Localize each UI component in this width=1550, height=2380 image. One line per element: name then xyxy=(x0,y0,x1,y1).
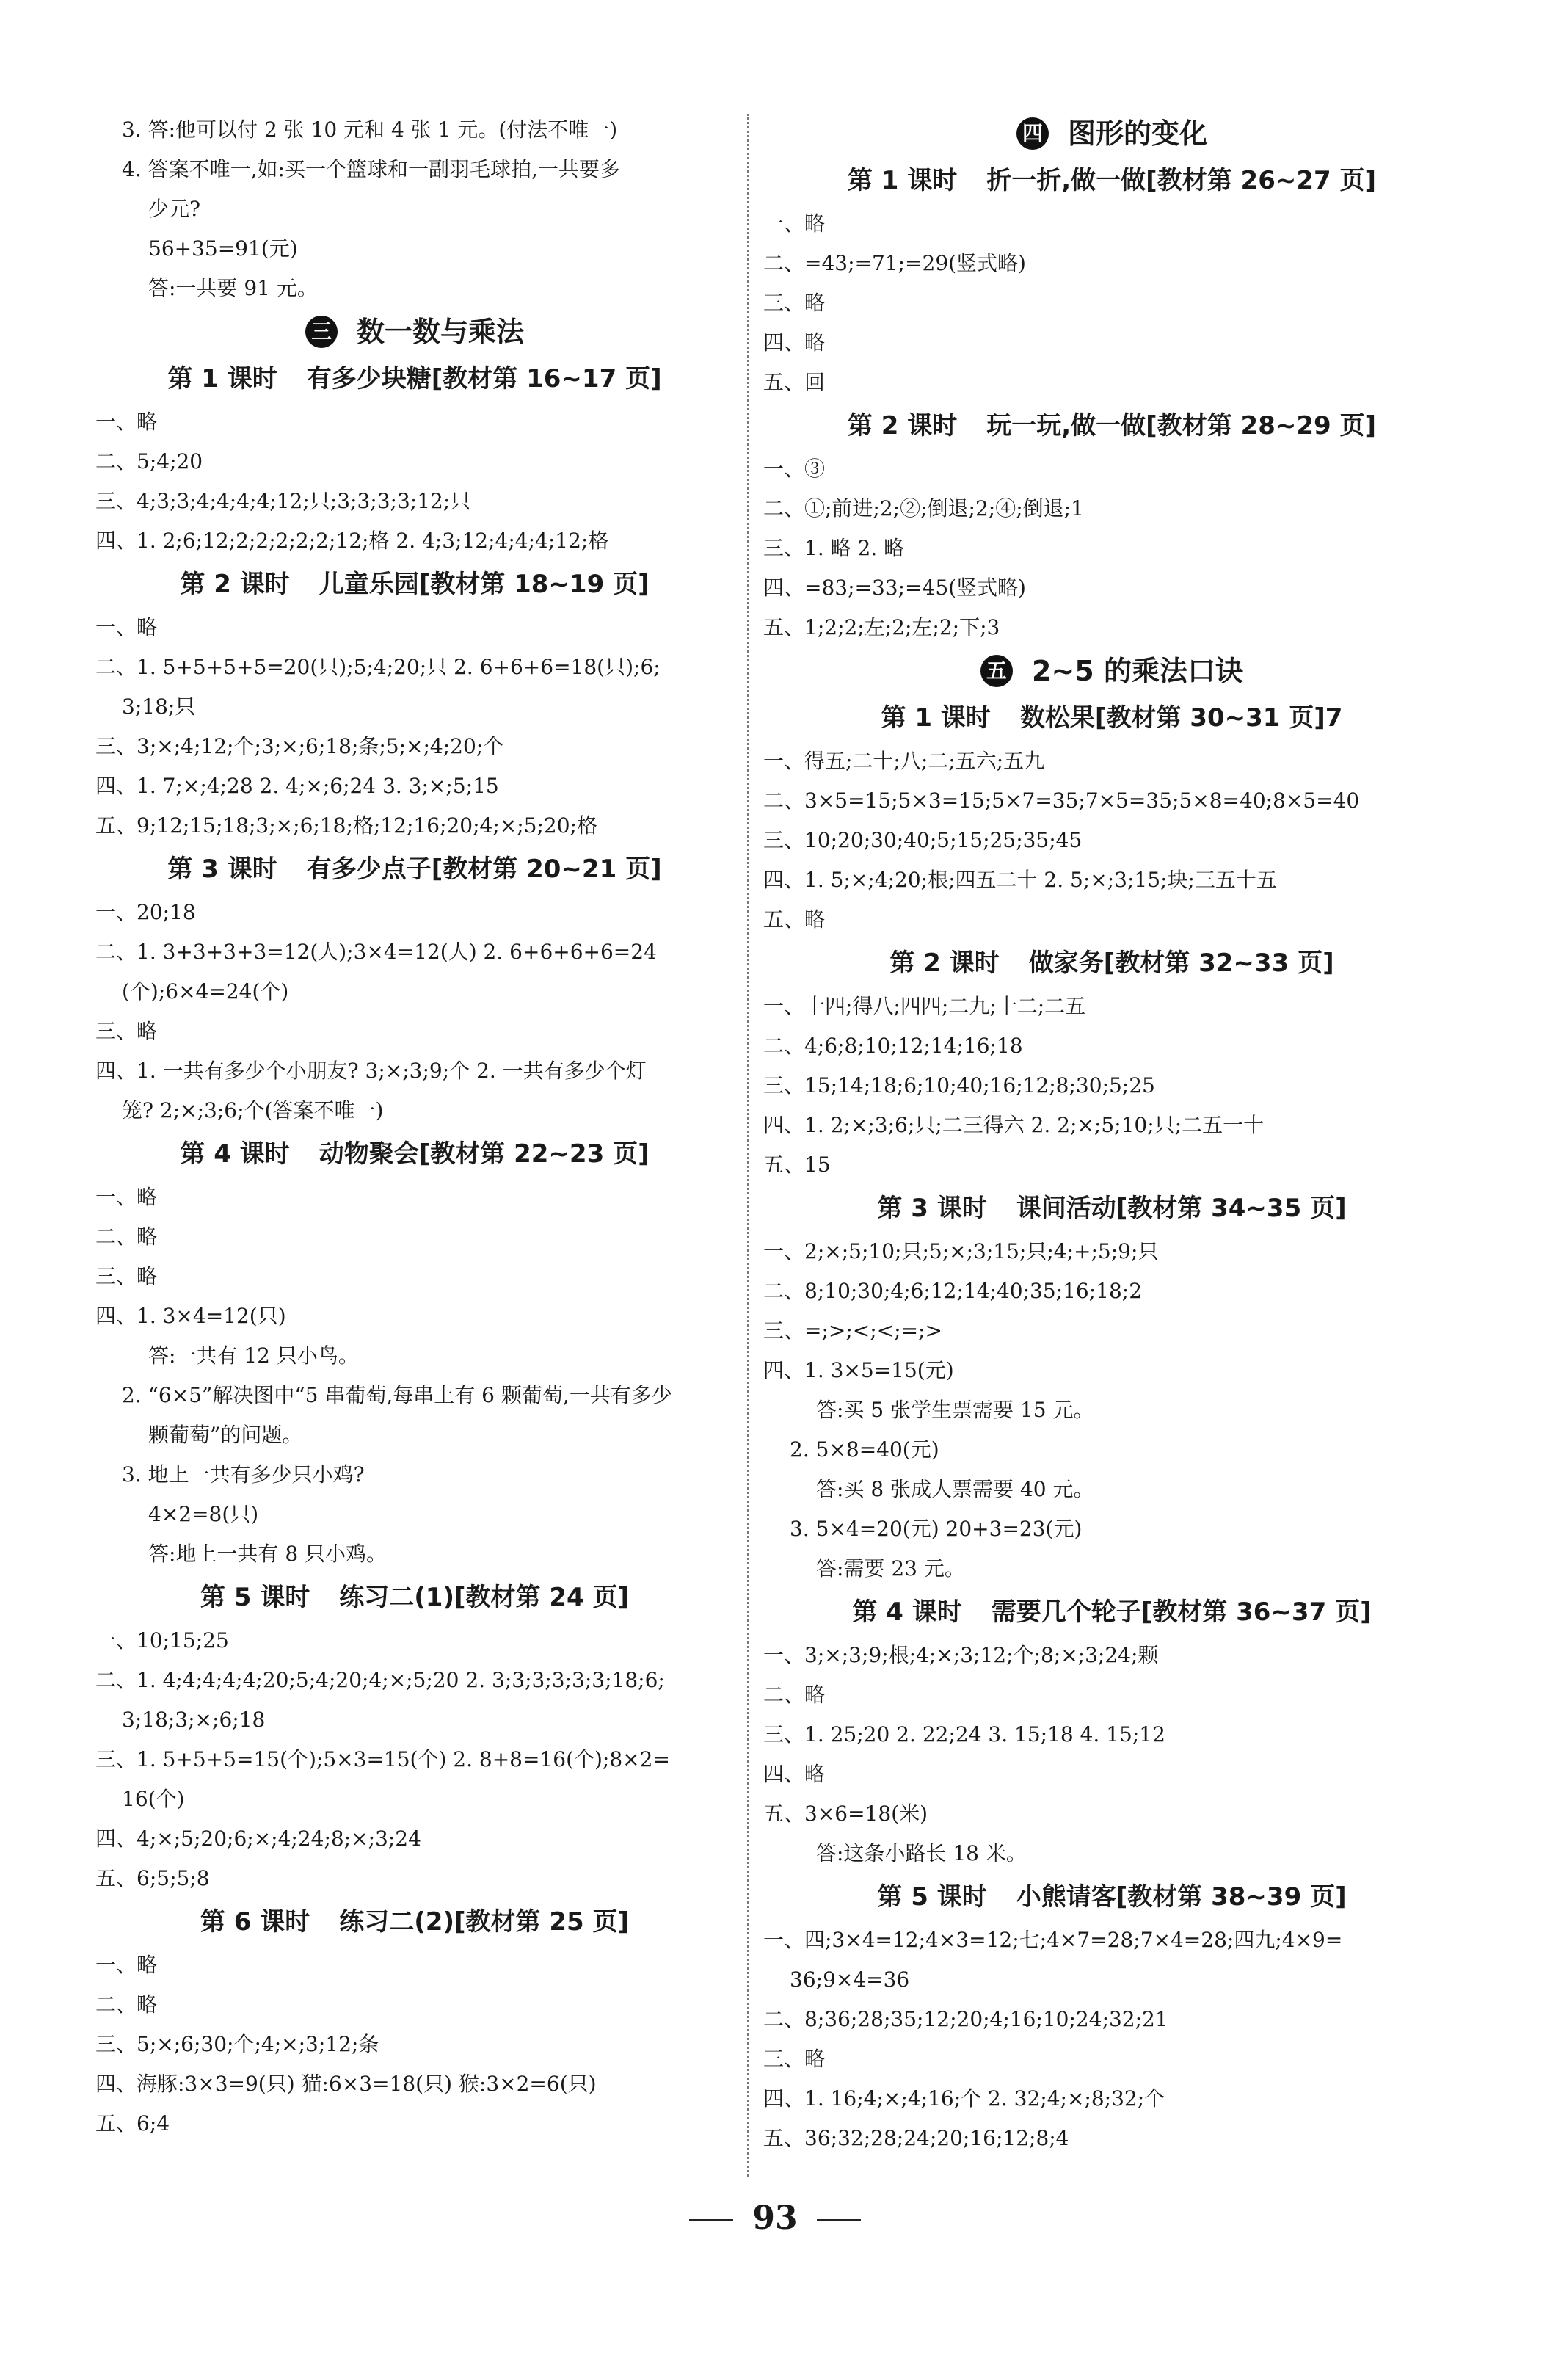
answer-line: 16(个) xyxy=(122,1787,185,1811)
lesson-title: 有多少点子[教材第 20~21 页] xyxy=(306,855,662,884)
lesson-title: 有多少块糖[教材第 16~17 页] xyxy=(306,364,662,393)
lesson-heading xyxy=(95,561,734,608)
answer-line: 一、20;18 xyxy=(95,900,196,924)
lesson-number: 第 4 课时 xyxy=(852,1597,962,1627)
chapter-number-badge: 三 xyxy=(305,316,338,348)
answer-line: 三、15;14;18;6;10;40;16;12;8;30;5;25 xyxy=(763,1073,1155,1098)
answer-line: 答:地上一共有 8 只小鸡。 xyxy=(148,1542,388,1566)
lesson-title: 儿童乐园[教材第 18~19 页] xyxy=(319,570,650,599)
lesson-heading xyxy=(95,846,734,893)
answer-line: 3. 地上一共有多少只小鸡? xyxy=(122,1462,365,1487)
answer-line: 4. 答案不唯一,如:买一个篮球和一副羽毛球拍,一共要多 xyxy=(122,157,620,181)
column-divider xyxy=(747,114,749,2177)
answer-line: 五、6;4 xyxy=(95,2111,170,2136)
lesson-number: 第 5 课时 xyxy=(877,1882,987,1912)
answer-line: 答:一共要 91 元。 xyxy=(148,276,318,300)
answer-line: 一、略 xyxy=(95,1953,158,1977)
answer-line: 答:一共有 12 只小鸟。 xyxy=(148,1343,359,1368)
answer-line: 五、1;2;2;左;2;左;2;下;3 xyxy=(763,615,1000,639)
answer-line: 答:需要 23 元。 xyxy=(816,1556,965,1581)
answer-line: 四、略 xyxy=(763,330,826,355)
answer-line: 四、海豚:3×3=9(只) 猫:6×3=18(只) 猴:3×2=6(只) xyxy=(95,2072,597,2096)
lesson-heading xyxy=(763,1185,1460,1232)
answer-line: 四、=83;=33;=45(竖式略) xyxy=(763,576,1026,600)
answer-line: 二、略 xyxy=(95,1225,158,1249)
lesson-heading xyxy=(95,1574,734,1621)
chapter-heading xyxy=(763,110,1460,157)
answer-line: (个);6×4=24(个) xyxy=(122,979,289,1004)
answer-line: 三、1. 略 2. 略 xyxy=(763,536,905,560)
answer-line: 56+35=91(元) xyxy=(148,236,298,261)
chapter-heading xyxy=(95,308,734,355)
answer-line: 一、略 xyxy=(95,615,158,639)
lesson-heading xyxy=(763,694,1460,741)
answer-line: 五、6;5;5;8 xyxy=(95,1866,210,1890)
lesson-title: 小熊请客[教材第 38~39 页] xyxy=(1016,1882,1347,1912)
lesson-number: 第 1 课时 xyxy=(881,703,991,733)
lesson-number: 第 3 课时 xyxy=(877,1194,987,1223)
answer-line: 答:买 8 张成人票需要 40 元。 xyxy=(816,1477,1094,1501)
answer-line: 一、略 xyxy=(95,1185,158,1209)
lesson-heading xyxy=(95,1898,734,1945)
lesson-title: 做家务[教材第 32~33 页] xyxy=(1028,948,1334,978)
answer-line: 二、1. 5+5+5+5=20(只);5;4;20;只 2. 6+6+6=18(只);6; xyxy=(95,655,661,679)
answer-line: 三、10;20;30;40;5;15;25;35;45 xyxy=(763,828,1083,852)
right-column xyxy=(763,110,1460,2158)
chapter-title: 数一数与乘法 xyxy=(356,316,524,348)
answer-line: 三、略 xyxy=(95,1019,158,1043)
lesson-number: 第 2 课时 xyxy=(889,948,1000,978)
lesson-title: 课间活动[教材第 34~35 页] xyxy=(1016,1194,1347,1223)
answer-line: 三、3;×;4;12;个;3;×;6;18;条;5;×;4;20;个 xyxy=(95,734,504,758)
left-column xyxy=(95,110,734,2144)
lesson-number: 第 1 课时 xyxy=(847,166,958,195)
answer-line: 四、略 xyxy=(763,1762,826,1786)
answer-line: 2. 5×8=40(元) xyxy=(790,1437,939,1462)
answer-line: 4×2=8(只) xyxy=(148,1502,259,1526)
answer-line: 3;18;3;×;6;18 xyxy=(122,1708,266,1732)
answer-line: 二、略 xyxy=(763,1683,826,1707)
answer-line: 五、15 xyxy=(763,1153,831,1177)
answer-line: 36;9×4=36 xyxy=(790,1967,910,1992)
lesson-title: 练习二(2)[教材第 25 页] xyxy=(339,1907,630,1937)
answer-line: 三、4;3;3;4;4;4;4;12;只;3;3;3;3;12;只 xyxy=(95,489,471,513)
answer-line: 一、十四;得八;四四;二九;十二;二五 xyxy=(763,994,1086,1018)
chapter-heading xyxy=(763,647,1460,694)
answer-line: 答:买 5 张学生票需要 15 元。 xyxy=(816,1398,1094,1422)
lesson-number: 第 5 课时 xyxy=(200,1583,310,1612)
chapter-title: 图形的变化 xyxy=(1067,117,1207,150)
answer-line: 二、3×5=15;5×3=15;5×7=35;7×5=35;5×8=40;8×5=40 xyxy=(763,788,1360,813)
page-number: 93 xyxy=(752,2199,798,2237)
lesson-heading xyxy=(763,402,1460,449)
lesson-heading xyxy=(95,355,734,402)
lesson-heading xyxy=(95,1131,734,1178)
answer-line: 二、8;10;30;4;6;12;14;40;35;16;18;2 xyxy=(763,1279,1143,1303)
answer-line: 少元? xyxy=(148,197,201,221)
answer-line: 一、③ xyxy=(763,457,826,481)
answer-line: 五、9;12;15;18;3;×;6;18;格;12;16;20;4;×;5;20;格 xyxy=(95,813,597,838)
lesson-heading xyxy=(763,157,1460,204)
answer-line: 三、5;×;6;30;个;4;×;3;12;条 xyxy=(95,2032,379,2056)
answer-line: 二、①;前进;2;②;倒退;2;④;倒退;1 xyxy=(763,496,1084,520)
answer-line: 四、1. 3×5=15(元) xyxy=(763,1358,954,1382)
answer-line: 二、=43;=71;=29(竖式略) xyxy=(763,251,1026,275)
lesson-title: 折一折,做一做[教材第 26~27 页] xyxy=(986,166,1377,195)
lesson-title: 需要几个轮子[教材第 36~37 页] xyxy=(991,1597,1372,1627)
lesson-title: 数松果[教材第 30~31 页]7 xyxy=(1019,703,1343,733)
chapter-number-badge: 四 xyxy=(1016,117,1049,150)
answer-line: 3. 答:他可以付 2 张 10 元和 4 张 1 元。(付法不唯一) xyxy=(122,117,618,142)
answer-line: 五、回 xyxy=(763,370,826,394)
lesson-number: 第 1 课时 xyxy=(167,364,277,393)
lesson-number: 第 3 课时 xyxy=(167,855,277,884)
lesson-title: 练习二(1)[教材第 24 页] xyxy=(339,1583,630,1612)
answer-line: 五、略 xyxy=(763,907,826,932)
answer-line: 四、1. 3×4=12(只) xyxy=(95,1304,286,1328)
answer-line: 一、略 xyxy=(763,211,826,236)
lesson-heading xyxy=(763,1589,1460,1636)
answer-line: 一、四;3×4=12;4×3=12;七;4×7=28;7×4=28;四九;4×9= xyxy=(763,1928,1343,1952)
lesson-number: 第 2 课时 xyxy=(847,411,958,440)
lesson-title: 动物聚会[教材第 22~23 页] xyxy=(319,1139,650,1169)
answer-line: 二、5;4;20 xyxy=(95,449,203,474)
lesson-number: 第 6 课时 xyxy=(200,1907,310,1937)
answer-line: 四、1. 2;×;3;6;只;二三得六 2. 2;×;5;10;只;二五一十 xyxy=(763,1113,1265,1137)
answer-line: 二、1. 4;4;4;4;4;20;5;4;20;4;×;5;20 2. 3;3;3;3;3;3;18;6; xyxy=(95,1668,665,1692)
answer-line: 一、2;×;5;10;只;5;×;3;15;只;4;+;5;9;只 xyxy=(763,1239,1159,1263)
answer-line: 2. “6×5”解决图中“5 串葡萄,每串上有 6 颗葡萄,一共有多少 xyxy=(122,1383,672,1407)
footer-dash-left xyxy=(689,2219,733,2221)
footer-dash-right xyxy=(817,2219,861,2221)
chapter-title: 2~5 的乘法口诀 xyxy=(1032,655,1243,687)
answer-line: 二、略 xyxy=(95,1992,158,2017)
answer-line: 五、36;32;28;24;20;16;12;8;4 xyxy=(763,2126,1069,2150)
answer-line: 四、1. 2;6;12;2;2;2;2;2;12;格 2. 4;3;12;4;4;4;12;格 xyxy=(95,529,609,553)
answer-line: 三、=;>;<;<;=;> xyxy=(763,1318,942,1343)
answer-line: 三、略 xyxy=(763,2047,826,2071)
chapter-number-badge: 五 xyxy=(980,655,1013,687)
answer-line: 三、略 xyxy=(95,1264,158,1288)
lesson-number: 第 2 课时 xyxy=(180,570,290,599)
answer-line: 四、1. 7;×;4;28 2. 4;×;6;24 3. 3;×;5;15 xyxy=(95,774,499,798)
answer-line: 四、1. 16;4;×;4;16;个 2. 32;4;×;8;32;个 xyxy=(763,2086,1165,2111)
answer-line: 一、3;×;3;9;根;4;×;3;12;个;8;×;3;24;颗 xyxy=(763,1643,1159,1667)
answer-line: 三、1. 5+5+5=15(个);5×3=15(个) 2. 8+8=16(个);8×2= xyxy=(95,1747,670,1771)
lesson-heading xyxy=(763,940,1460,987)
answer-line: 笼? 2;×;3;6;个(答案不唯一) xyxy=(122,1098,384,1122)
answer-line: 一、得五;二十;八;二;五六;五九 xyxy=(763,749,1045,773)
lesson-number: 第 4 课时 xyxy=(180,1139,290,1169)
answer-line: 四、1. 一共有多少个小朋友? 3;×;3;9;个 2. 一共有多少个灯 xyxy=(95,1059,647,1083)
answer-line: 四、1. 5;×;4;20;根;四五二十 2. 5;×;3;15;块;三五十五 xyxy=(763,868,1277,892)
answer-line: 三、1. 25;20 2. 22;24 3. 15;18 4. 15;12 xyxy=(763,1722,1165,1746)
answer-line: 四、4;×;5;20;6;×;4;24;8;×;3;24 xyxy=(95,1826,421,1851)
lesson-heading xyxy=(763,1873,1460,1920)
answer-line: 二、8;36;28;35;12;20;4;16;10;24;32;21 xyxy=(763,2007,1168,2031)
page-footer xyxy=(0,2196,1550,2241)
answer-line: 答:这条小路长 18 米。 xyxy=(816,1841,1027,1865)
answer-line: 二、4;6;8;10;12;14;16;18 xyxy=(763,1034,1023,1058)
answer-line: 一、10;15;25 xyxy=(95,1628,229,1652)
answer-line: 3;18;只 xyxy=(122,694,196,719)
answer-line: 3. 5×4=20(元) 20+3=23(元) xyxy=(790,1517,1083,1541)
answer-line: 三、略 xyxy=(763,291,826,315)
answer-line: 二、1. 3+3+3+3=12(人);3×4=12(人) 2. 6+6+6+6=24 xyxy=(95,940,657,964)
answer-line: 一、略 xyxy=(95,410,158,434)
answer-line: 颗葡萄”的问题。 xyxy=(148,1423,303,1447)
lesson-title: 玩一玩,做一做[教材第 28~29 页] xyxy=(986,411,1377,440)
answer-line: 五、3×6=18(米) xyxy=(763,1802,928,1826)
